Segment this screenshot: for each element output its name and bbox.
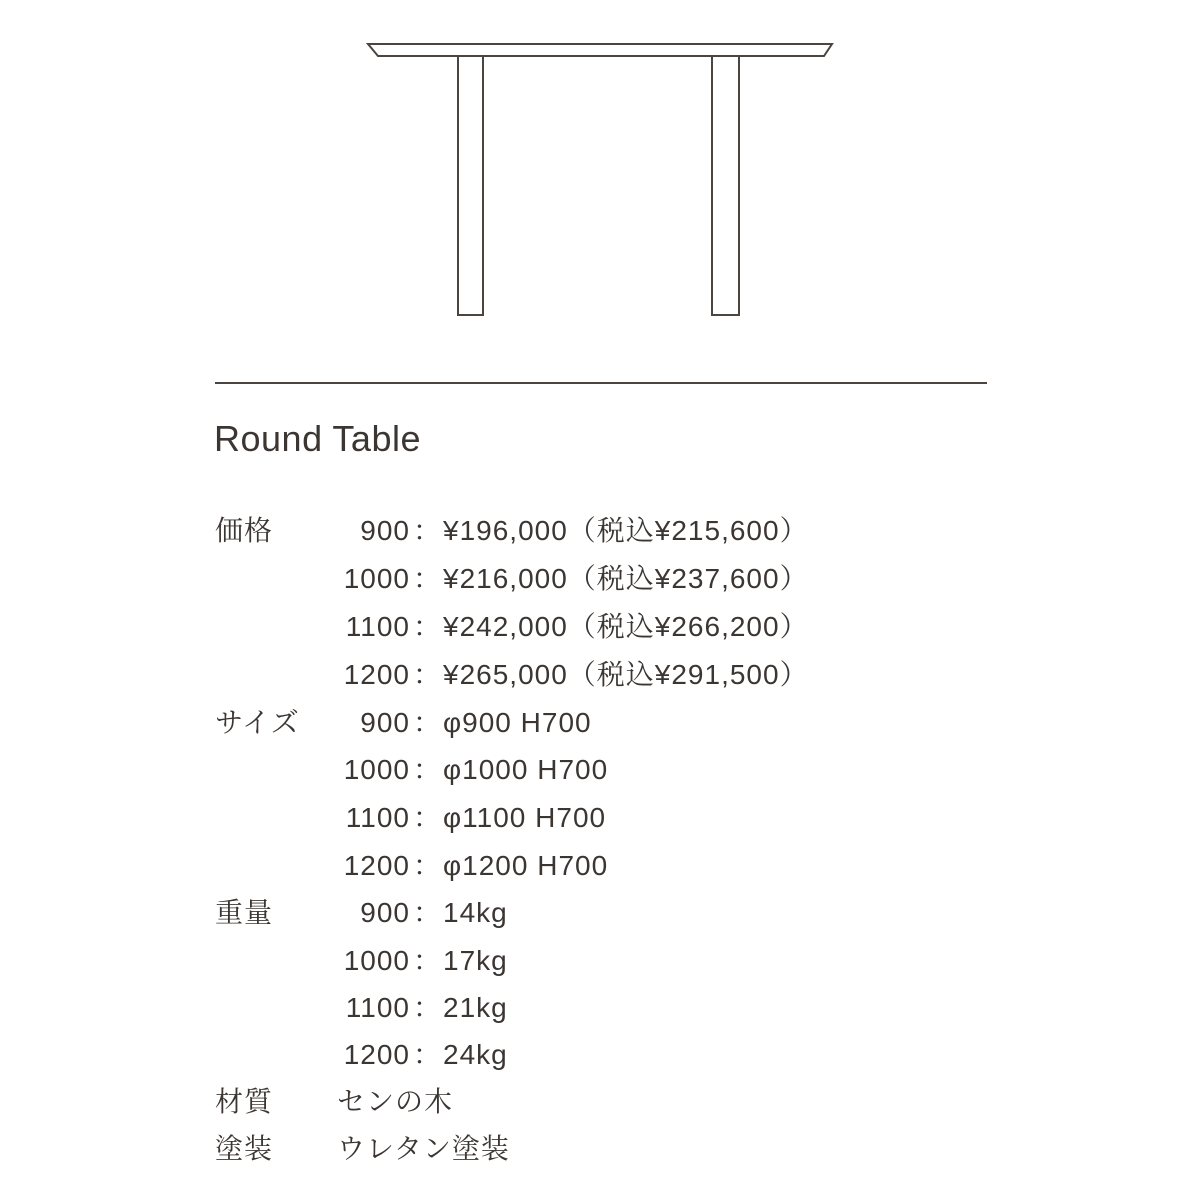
spec-row-material (215, 1078, 1035, 1126)
spec-row-price-1200 (215, 651, 1035, 699)
spec-colon: ： (412, 659, 441, 690)
spec-size: 1100 (345, 611, 410, 642)
spec-row-weight-900 (215, 889, 1035, 937)
spec-colon: ： (412, 945, 441, 976)
spec-size: 1000 (343, 945, 410, 976)
spec-row-size-1000 (215, 746, 1035, 794)
spec-row-price-900 (215, 507, 1035, 555)
spec-row-weight-1000 (215, 937, 1035, 985)
spec-value: φ1000 H700 (443, 754, 609, 785)
spec-value: 24kg (443, 1039, 508, 1070)
spec-value: φ1100 H700 (443, 802, 607, 833)
spec-label: 材質 (215, 1086, 274, 1117)
spec-colon: ： (412, 611, 441, 642)
spec-label: 塗装 (215, 1133, 274, 1164)
spec-value: ¥196,000（税込¥215,600） (443, 515, 809, 546)
spec-row-size-900 (215, 699, 1035, 747)
spec-row-size-1100 (215, 794, 1035, 842)
page-title: Round Table (214, 418, 421, 459)
spec-value: ¥216,000（税込¥237,600） (443, 563, 809, 594)
spec-size: 1000 (343, 754, 410, 785)
spec-colon: ： (412, 897, 441, 928)
spec-label: 価格 (215, 515, 274, 546)
spec-colon: ： (412, 515, 441, 546)
spec-row-price-1000 (215, 555, 1035, 603)
spec-size: 1200 (343, 659, 410, 690)
spec-colon: ： (412, 992, 441, 1023)
spec-size: 900 (360, 515, 410, 546)
spec-colon: ： (412, 754, 441, 785)
spec-size: 900 (360, 897, 410, 928)
spec-value: 17kg (443, 945, 508, 976)
spec-value: ¥242,000（税込¥266,200） (443, 611, 809, 642)
spec-size: 1000 (343, 563, 410, 594)
spec-value: ¥265,000（税込¥291,500） (443, 659, 809, 690)
spec-value: ウレタン塗装 (337, 1133, 510, 1164)
spec-size: 1100 (345, 992, 410, 1023)
spec-colon: ： (412, 802, 441, 833)
spec-colon: ： (412, 563, 441, 594)
spec-row-weight-1100 (215, 984, 1035, 1032)
spec-colon: ： (412, 850, 441, 881)
spec-label: 重量 (215, 897, 274, 928)
spec-label: サイズ (215, 707, 300, 738)
spec-value: 14kg (443, 897, 508, 928)
spec-colon: ： (412, 707, 441, 738)
spec-size: 1100 (345, 802, 410, 833)
spec-row-weight-1200 (215, 1031, 1035, 1079)
spec-row-price-1100 (215, 603, 1035, 651)
spec-size: 900 (360, 707, 410, 738)
spec-row-size-1200 (215, 842, 1035, 890)
spec-size: 1200 (343, 850, 410, 881)
spec-value: 21kg (443, 992, 508, 1023)
spec-row-finish (215, 1125, 1035, 1173)
spec-value: φ900 H700 (443, 707, 592, 738)
spec-colon: ： (412, 1039, 441, 1070)
spec-size: 1200 (343, 1039, 410, 1070)
spec-value: センの木 (337, 1086, 454, 1117)
spec-value: φ1200 H700 (443, 850, 609, 881)
